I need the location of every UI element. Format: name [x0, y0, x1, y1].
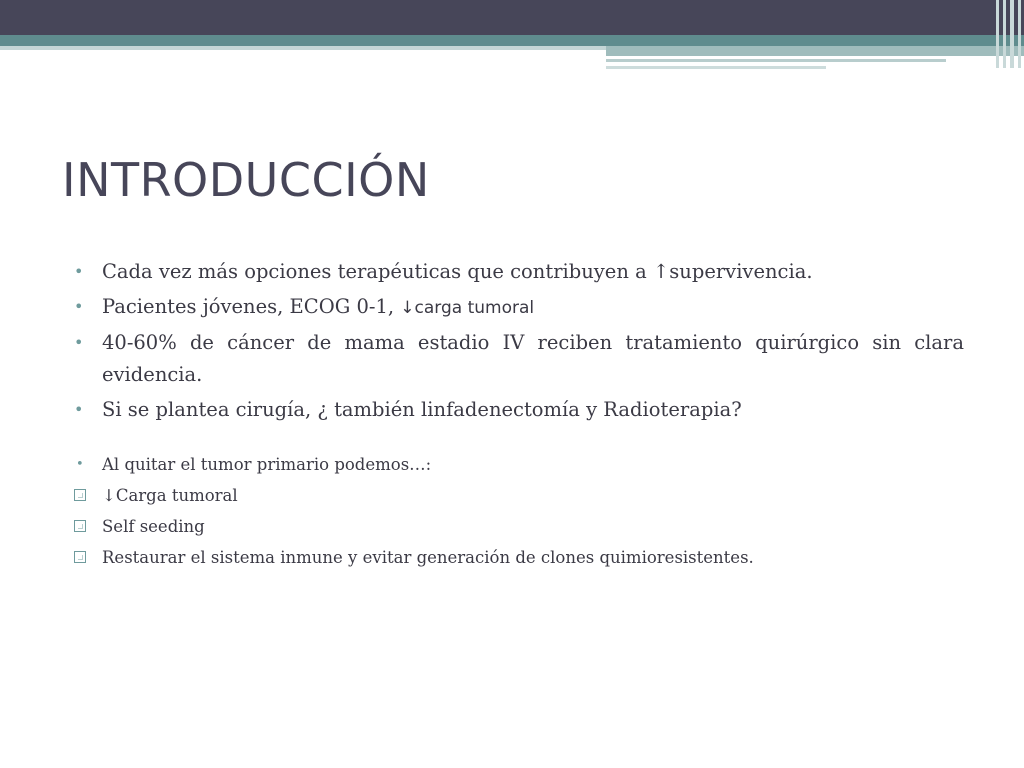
checklist-item	[70, 481, 964, 510]
dot-bullet-icon: •	[76, 457, 84, 472]
sub-bullet-text: Al quitar el tumor primario podemos…:	[102, 455, 432, 474]
checkbox-icon	[74, 489, 86, 501]
bullet-item	[70, 256, 964, 288]
vertical-bar	[996, 0, 999, 68]
header-band-lower	[606, 46, 1024, 56]
bullet-text: Cada vez más opciones terapéuticas que contribuyen a ↑supervivencia.	[102, 260, 813, 283]
checkbox-icon	[74, 520, 86, 532]
header-line-1	[606, 59, 946, 62]
header-band-dark	[0, 0, 1024, 35]
bullet-text: 40-60% de cáncer de mama estadio IV reciben tratamiento quirúrgico sin clara evidencia.	[102, 331, 964, 386]
dot-bullet-icon: •	[74, 297, 84, 316]
checklist-text: ↓Carga tumoral	[102, 486, 238, 505]
sub-bullet-item	[70, 450, 964, 479]
bullet-item	[70, 327, 964, 391]
vertical-bar	[1018, 0, 1021, 68]
slide-content	[70, 256, 964, 574]
header-band-light	[0, 46, 606, 50]
bullet-text-sans: ↓carga tumoral	[400, 298, 535, 318]
bullet-text: Si se plantea cirugía, ¿ también linfadenectomía y Radioterapia?	[102, 398, 742, 421]
sub-list	[70, 450, 964, 572]
header-vertical-bars	[994, 0, 1024, 68]
checklist-item	[70, 512, 964, 541]
checklist-text: Restaurar el sistema inmune y evitar generación de clones quimioresistentes.	[102, 548, 754, 567]
bullet-item	[70, 291, 964, 324]
spacer	[70, 429, 964, 450]
slide-title: INTRODUCCIÓN	[62, 153, 430, 207]
checkbox-icon	[74, 551, 86, 563]
dot-bullet-icon: •	[74, 262, 84, 281]
header-line-2	[606, 66, 826, 69]
checklist-text: Self seeding	[102, 517, 205, 536]
checklist-item	[70, 543, 964, 572]
dot-bullet-icon: •	[74, 333, 84, 352]
bullet-list	[70, 256, 964, 426]
header-band-teal	[0, 35, 1024, 46]
vertical-bar	[1003, 0, 1006, 68]
bullet-item	[70, 394, 964, 426]
dot-bullet-icon: •	[74, 400, 84, 419]
vertical-bar	[1010, 0, 1014, 68]
bullet-text: Pacientes jóvenes, ECOG 0-1,	[102, 295, 401, 318]
